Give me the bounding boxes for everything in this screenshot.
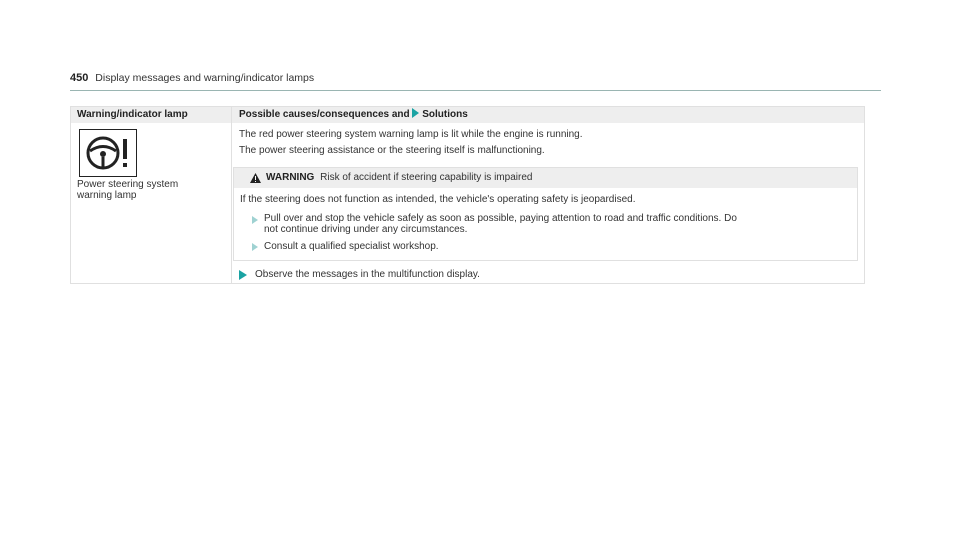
warning-title (266, 172, 532, 184)
warning-intro: If the steering does not function as intended, the vehicle's operating safety is jeopardised. (240, 194, 636, 205)
cause-text-2: The power steering assistance or the steering itself is malfunctioning. (239, 145, 545, 156)
page-number: 450 (70, 72, 89, 84)
step-arrow-icon (252, 216, 258, 224)
warning-title-text: Risk of accident if steering capability is impaired (320, 172, 533, 183)
solution-arrow-icon (239, 270, 247, 280)
step-arrow-icon (252, 243, 258, 251)
warning-step-2: Consult a qualified specialist workshop. (264, 241, 439, 252)
column-divider (231, 107, 232, 283)
solution-text: Observe the messages in the multifunction display. (255, 269, 480, 280)
table-header-row (71, 107, 864, 123)
warning-step-1-line1: Pull over and stop the vehicle safely as soon as possible, paying attention to road and traffic conditions. Do (264, 213, 737, 224)
header-divider (70, 90, 881, 91)
warning-label: WARNING (266, 172, 315, 183)
warning-header (234, 168, 857, 188)
warning-step-1-line2: not continue driving under any circumstances. (264, 224, 468, 235)
column-header-solutions (239, 107, 468, 123)
column-header-prefix: Possible causes/consequences and (239, 109, 410, 120)
arrow-right-icon (412, 108, 419, 118)
warning-step-1 (264, 213, 737, 235)
warning-lamp-table (70, 106, 865, 284)
page-header (70, 72, 880, 88)
warning-triangle-icon (250, 173, 261, 183)
lamp-label-line1: Power steering system (77, 179, 179, 190)
cause-text-1: The red power steering system warning lamp is lit while the engine is running. (239, 129, 583, 140)
lamp-label-line2: warning lamp (77, 190, 137, 201)
lamp-label (77, 179, 178, 201)
column-header-suffix: Solutions (422, 109, 468, 120)
power-steering-warning-icon (79, 129, 137, 177)
column-header-lamp: Warning/indicator lamp (77, 109, 188, 120)
warning-box (233, 167, 858, 261)
page-title: Display messages and warning/indicator lamps (95, 72, 315, 84)
